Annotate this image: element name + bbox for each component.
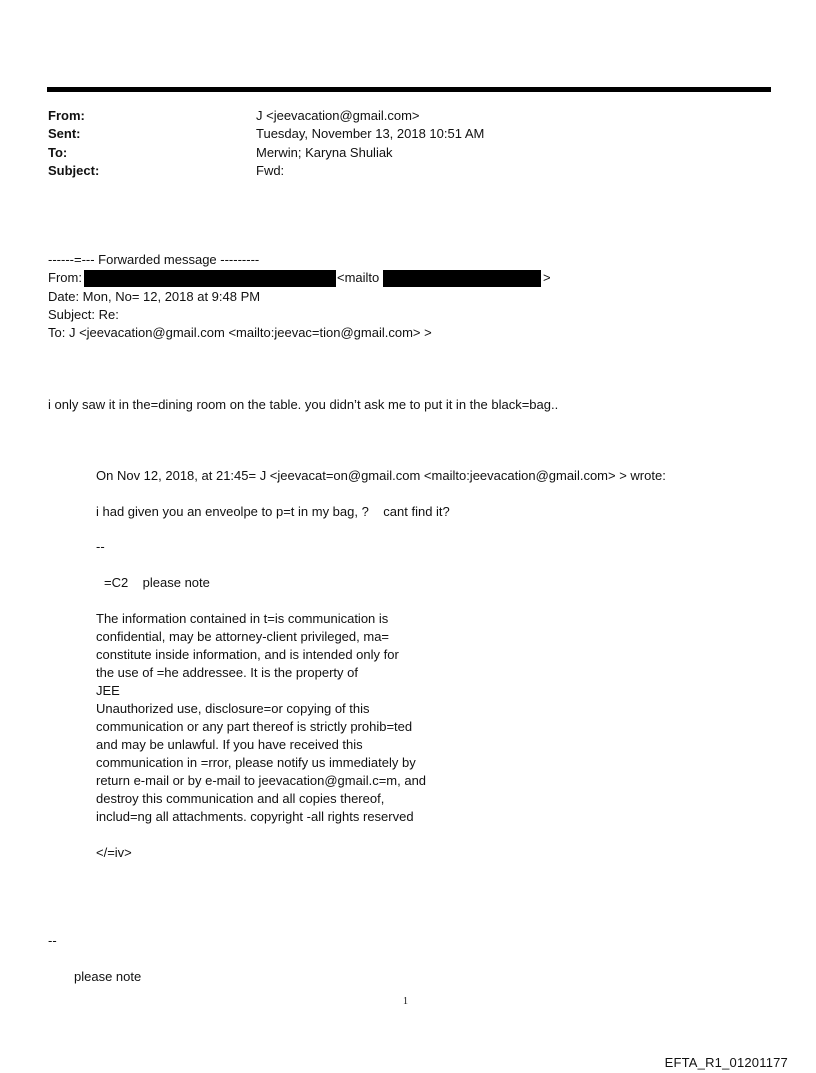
footer-separator: -- bbox=[48, 933, 57, 948]
disclaimer-line: includ=ng all attachments. copyright -all rights reserved bbox=[96, 809, 414, 824]
please-note: =C2 please note bbox=[104, 575, 210, 590]
disclaimer-line: and may be unlawful. If you have received this bbox=[96, 737, 363, 752]
disclaimer-line: Unauthorized use, disclosure=or copying of this bbox=[96, 701, 370, 716]
subject-label: Subject: bbox=[48, 163, 100, 178]
to-value: Merwin; Karyna Shuliak bbox=[256, 145, 393, 160]
redaction-box bbox=[84, 270, 336, 287]
forwarded-title: ------=--- Forwarded message --------- bbox=[48, 252, 260, 267]
redaction-box bbox=[383, 270, 541, 287]
quoted-message: i had given you an enveolpe to p=t in my bag, ? cant find it? bbox=[96, 504, 450, 519]
disclaimer bbox=[96, 610, 426, 826]
forwarded-mailto-prefix: <mailto bbox=[337, 270, 380, 285]
quoted-intro: On Nov 12, 2018, at 21:45= J <jeevacat=on@gmail.com <mailto:jeevacation@gmail.com> > wrote: bbox=[96, 468, 666, 483]
forwarded-from-label: From: bbox=[48, 270, 82, 285]
subject-value: Fwd: bbox=[256, 163, 285, 178]
page-number: 1 bbox=[403, 996, 408, 1007]
disclaimer-line: communication in =rror, please notify us immediately by bbox=[96, 755, 416, 770]
disclaimer-line: The information contained in t=is communication is bbox=[96, 611, 389, 626]
from-value: J <jeevacation@gmail.com> bbox=[256, 108, 420, 123]
bates-number: EFTA_R1_01201177 bbox=[664, 1055, 788, 1070]
forwarded-mailto-suffix: > bbox=[543, 270, 551, 285]
header-rule bbox=[47, 87, 771, 92]
disclaimer-line: JEE bbox=[96, 683, 120, 698]
from-label: From: bbox=[48, 108, 85, 123]
disclaimer-line: return e-mail or by e-mail to jeevacation@gmail.c=m, and bbox=[96, 773, 427, 788]
disclaimer-line: the use of =he addressee. It is the property of bbox=[96, 665, 358, 680]
reply-text: i only saw it in the=dining room on the table. you didn’t ask me to put it in the black=bag.. bbox=[48, 397, 559, 412]
forwarded-subject: Subject: Re: bbox=[48, 307, 119, 322]
footer-note: please note bbox=[74, 969, 142, 984]
forwarded-to: To: J <jeevacation@gmail.com <mailto:jeevac=tion@gmail.com> > bbox=[48, 325, 432, 340]
forwarded-date: Date: Mon, No= 12, 2018 at 9:48 PM bbox=[48, 289, 261, 304]
disclaimer-line: constitute inside information, and is intended only for bbox=[96, 647, 399, 662]
disclaimer-line: confidential, may be attorney-client privileged, ma= bbox=[96, 629, 390, 644]
signature-separator: -- bbox=[96, 539, 105, 554]
to-label: To: bbox=[48, 145, 68, 160]
disclaimer-line: communication or any part thereof is strictly prohib=ted bbox=[96, 719, 413, 734]
sent-label: Sent: bbox=[48, 126, 81, 141]
closing-tag: </=iv> bbox=[96, 845, 132, 860]
disclaimer-line: destroy this communication and all copies thereof, bbox=[96, 791, 385, 806]
sent-value: Tuesday, November 13, 2018 10:51 AM bbox=[256, 126, 485, 141]
